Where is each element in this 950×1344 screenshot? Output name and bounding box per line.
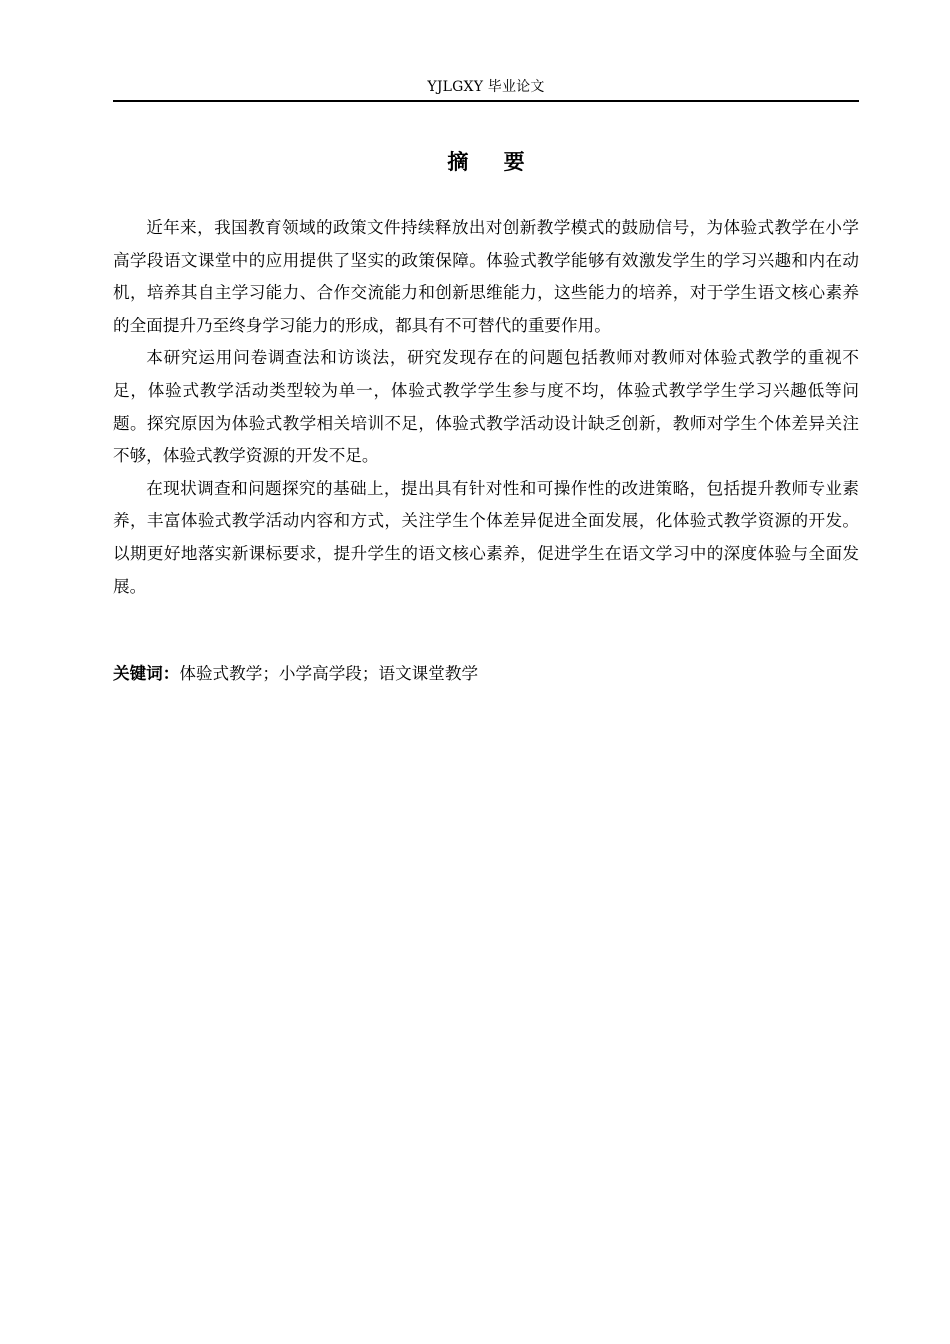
abstract-body [113, 212, 859, 603]
running-header: YJLGXY 毕业论文 [427, 79, 545, 95]
abstract-paragraph: 在现状调查和问题探究的基础上，提出具有针对性和可操作性的改进策略，包括提升教师专业素养，丰富体验式教学活动内容和方式，关注学生个体差异促进全面发展，化体验式教学资源的开发。以期更好地落实新课标要求，提升学生的语文核心素养，促进学生在语文学习中的深度体验与全面发展。 [113, 478, 859, 596]
abstract-title: 摘 要 [447, 150, 539, 174]
header-rule [113, 100, 859, 102]
keywords-label: 关键词： [113, 664, 180, 683]
abstract-paragraph: 近年来，我国教育领域的政策文件持续释放出对创新教学模式的鼓励信号，为体验式教学在小学高学段语文课堂中的应用提供了坚实的政策保障。体验式教学能够有效激发学生的学习兴趣和内在动机，培养其自主学习能力、合作交流能力和创新思维能力，这些能力的培养，对于学生语文核心素养的全面提升乃至终身学习能力的形成，都具有不可替代的重要作用。 [113, 218, 859, 335]
abstract-paragraph: 本研究运用问卷调查法和访谈法，研究发现存在的问题包括教师对教师对体验式教学的重视不足，体验式教学活动类型较为单一，体验式教学学生参与度不均，体验式教学学生学习兴趣低等问题。探究原因为体验式教学相关培训不足，体验式教学活动设计缺乏创新，教师对学生个体差异关注不够，体验式教学资源的开发不足。 [113, 348, 859, 466]
keywords-line [113, 660, 859, 688]
keywords-value: 体验式教学；小学高学段；语文课堂教学 [179, 664, 479, 683]
